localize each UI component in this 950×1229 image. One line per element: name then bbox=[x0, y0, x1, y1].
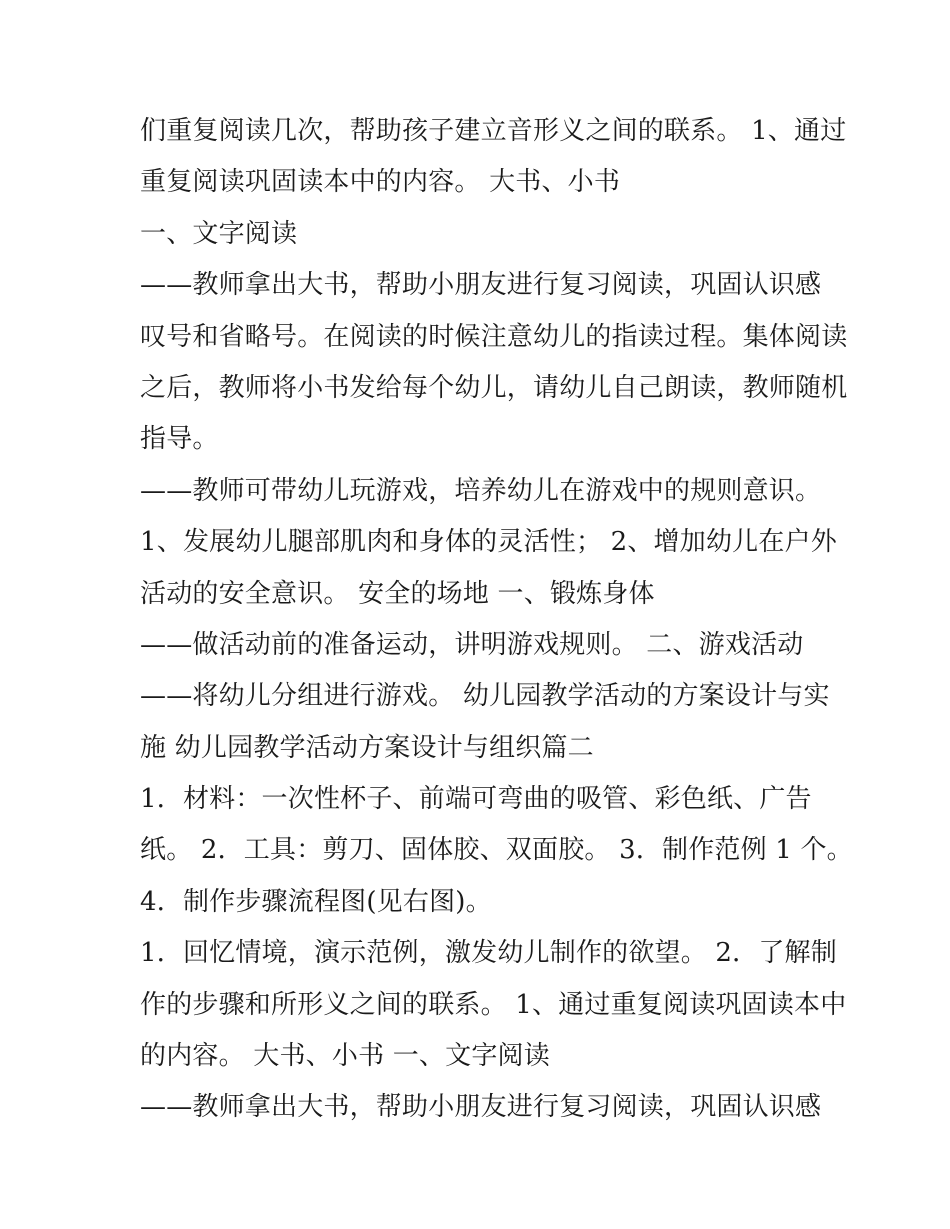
text-line: 1．回忆情境，演示范例，激发幼儿制作的欲望。 2．了解制 bbox=[140, 938, 837, 969]
text-line: 4．制作步骤流程图(见右图)。 bbox=[140, 886, 492, 917]
text-line: ——做活动前的准备运动，讲明游戏规则。 二、游戏活动 bbox=[140, 629, 804, 660]
body-text bbox=[140, 106, 853, 1134]
text-line: 指导。 bbox=[140, 424, 219, 455]
text-line: 作的步骤和所形义之间的联系。 1、通过重复阅读巩固读本中 bbox=[140, 989, 847, 1020]
text-line: 们重复阅读几次，帮助孩子建立音形义之间的联系。 1、通过 bbox=[140, 116, 847, 146]
text-line: 重复阅读巩固读本中的内容。 大书、小书 bbox=[140, 167, 621, 198]
text-line: 1、发展幼儿腿部肌肉和身体的灵活性； 2、增加幼儿在户外 bbox=[140, 527, 837, 558]
text-line: 1．材料：一次性杯子、前端可弯曲的吸管、彩色纸、广告 bbox=[140, 784, 812, 815]
text-line: ——将幼儿分组进行游戏。 幼儿园教学活动的方案设计与实 bbox=[140, 681, 830, 712]
text-line: 一、文字阅读 bbox=[140, 218, 298, 249]
text-line: ——教师拿出大书，帮助小朋友进行复习阅读，巩固认识感 bbox=[140, 1092, 822, 1123]
text-line: 之后，教师将小书发给每个幼儿，请幼儿自己朗读，教师随机 bbox=[140, 372, 848, 403]
text-line: ——教师拿出大书，帮助小朋友进行复习阅读，巩固认识感 bbox=[140, 270, 822, 301]
text-line: 叹号和省略号。在阅读的时候注意幼儿的指读过程。集体阅读 bbox=[140, 321, 848, 352]
text-line: 施 幼儿园教学活动方案设计与组织篇二 bbox=[140, 732, 594, 763]
text-line: 纸。 2．工具：剪刀、固体胶、双面胶。 3．制作范例 1 个。 bbox=[140, 835, 853, 866]
text-line: 的内容。 大书、小书 一、文字阅读 bbox=[140, 1041, 550, 1072]
text-line: 活动的安全意识。 安全的场地 一、锻炼身体 bbox=[140, 578, 655, 609]
text-line: ——教师可带幼儿玩游戏，培养幼儿在游戏中的规则意识。 bbox=[140, 475, 822, 506]
